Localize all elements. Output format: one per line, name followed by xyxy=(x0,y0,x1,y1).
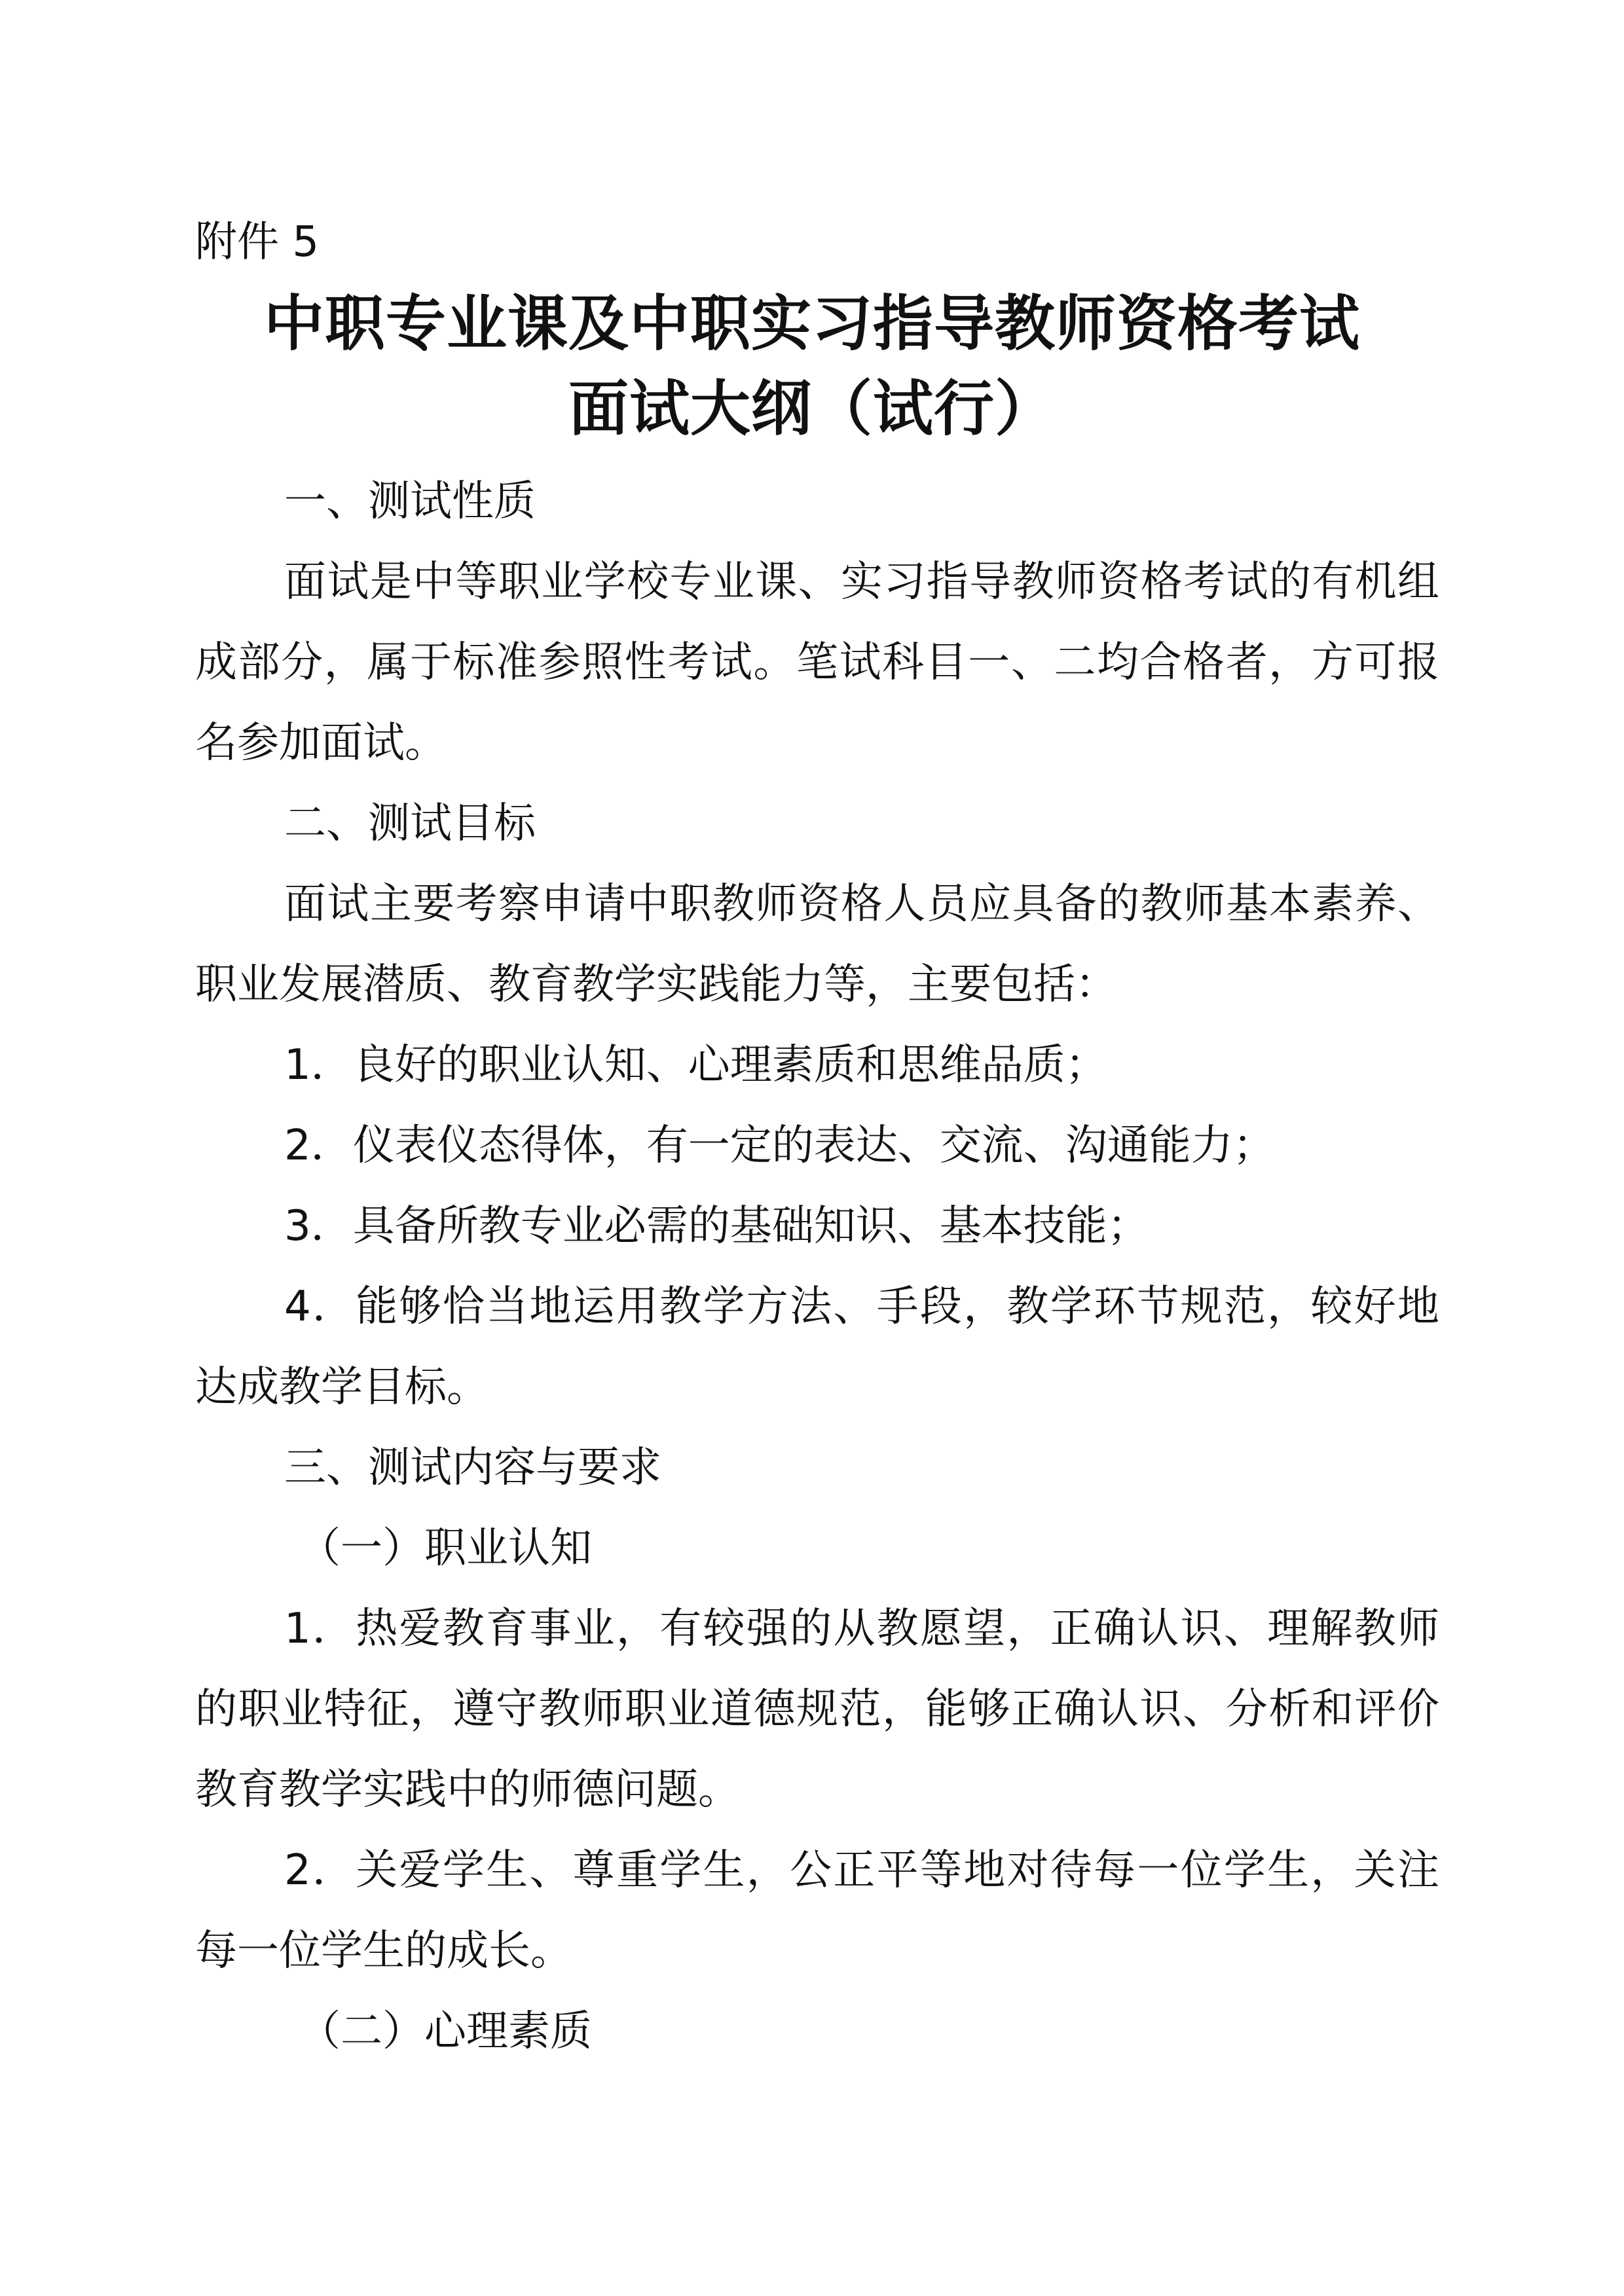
goal-item-1: 1．良好的职业认知、心理素质和思维品质； xyxy=(284,1041,1107,1089)
document-title-line-1: 中职专业课及中职实习指导教师资格考试 xyxy=(263,289,1360,359)
goal-item-4: 4．能够恰当地运用教学方法、手段，教学环节规范，较好地达成教学目标。 xyxy=(195,1283,1439,1412)
document-title-line-2: 面试大纲（试行） xyxy=(568,374,1056,444)
career-item-1: 1．热爱教育事业，有较强的从教愿望，正确认识、理解教师的职业特征，遵守教师职业道德规范，能够正确认识、分析和评价教育教学实践中的师德问题。 xyxy=(195,1605,1439,1814)
paragraph-goals: 面试主要考察申请中职教师资格人员应具备的教师基本素养、职业发展潜质、教育教学实践能力等，主要包括： xyxy=(195,880,1439,1009)
subsection-heading-career: （一）职业认知 xyxy=(299,1524,592,1573)
goal-item-2: 2．仪表仪态得体，有一定的表达、交流、沟通能力； xyxy=(284,1121,1275,1170)
paragraph-nature: 面试是中等职业学校专业课、实习指导教师资格考试的有机组成部分，属于标准参照性考试。笔试科目一、二均合格者，方可报名参加面试。 xyxy=(195,558,1439,767)
section-heading-goals: 二、测试目标 xyxy=(284,799,536,848)
attachment-label: 附件 5 xyxy=(195,218,320,266)
section-heading-content: 三、测试内容与要求 xyxy=(284,1444,661,1492)
document-body xyxy=(195,462,1439,2072)
goal-item-3: 3．具备所教专业必需的基础知识、基本技能； xyxy=(284,1202,1149,1250)
section-heading-nature: 一、测试性质 xyxy=(284,477,536,526)
subsection-heading-psychology: （二）心理素质 xyxy=(299,2007,592,2056)
career-item-2: 2．关爱学生、尊重学生，公正平等地对待每一位学生，关注每一位学生的成长。 xyxy=(195,1846,1439,1975)
